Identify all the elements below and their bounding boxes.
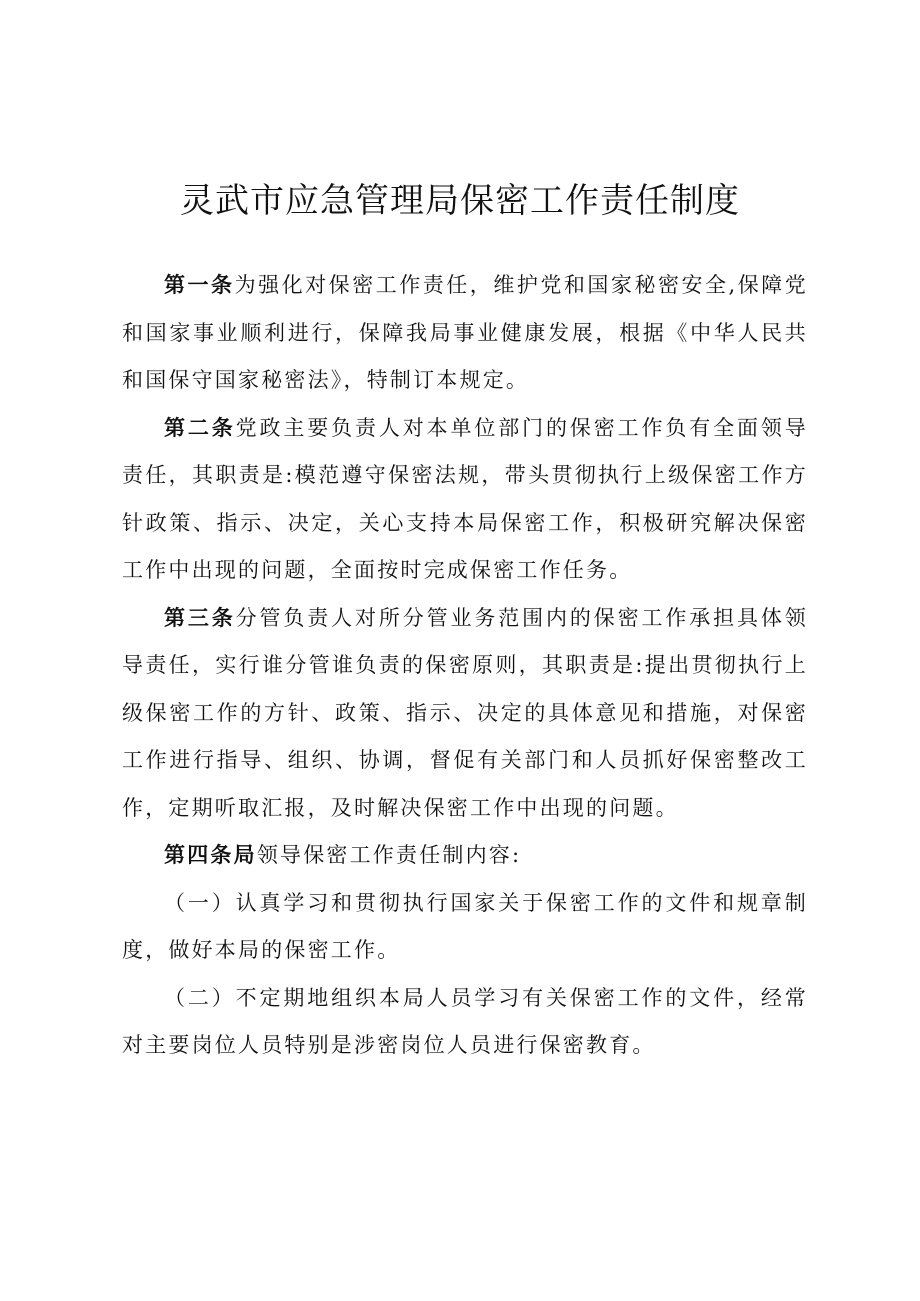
item-text: （二）不定期地组织本局人员学习有关保密工作的文件，经常对主要岗位人员特别是涉密岗位人员进行保密教育。 <box>122 985 808 1057</box>
article-text: 分管负责人对所分管业务范围内的保密工作承担具体领导责任，实行谁分管谁负责的保密原则，其职责是:提出贯彻执行上级保密工作的方针、政策、指示、决定的具体意见和措施，对保密工作进行指导、组织、协调，督促有关部门和人员抓好保密整改工作，定期听取汇报，及时解决保密工作中出现的问题。 <box>122 605 808 820</box>
document-title: 灵武市应急管理局保密工作责任制度 <box>180 181 740 221</box>
article-number: 第三条 <box>164 605 236 630</box>
article-text: 为强化对保密工作责任，维护党和国家秘密安全,保障党和国家事业顺利进行，保障我局事业健康发展，根据《中华人民共和国保守国家秘密法》，特制订本规定。 <box>122 273 808 392</box>
article-1 <box>122 262 808 405</box>
article-text: 党政主要负责人对本单位部门的保密工作负有全面领导责任，其职责是:模范遵守保密法规，带头贯彻执行上级保密工作方针政策、指示、决定，关心支持本局保密工作，积极研究解决保密工作中出现的问题，全面按时完成保密工作任务。 <box>122 415 808 582</box>
article-3 <box>122 595 808 833</box>
article-4 <box>122 832 808 880</box>
article-number: 第一条 <box>164 273 235 297</box>
article-4-item-2 <box>122 975 808 1070</box>
article-number: 第四条局 <box>164 843 257 867</box>
document-body <box>122 262 808 1070</box>
article-number: 第二条 <box>164 415 236 440</box>
article-text: 领导保密工作责任制内容: <box>256 843 522 867</box>
article-4-item-1 <box>122 880 808 975</box>
article-2 <box>122 405 808 595</box>
item-text: （一）认真学习和贯彻执行国家关于保密工作的文件和规章制度，做好本局的保密工作。 <box>122 890 808 962</box>
